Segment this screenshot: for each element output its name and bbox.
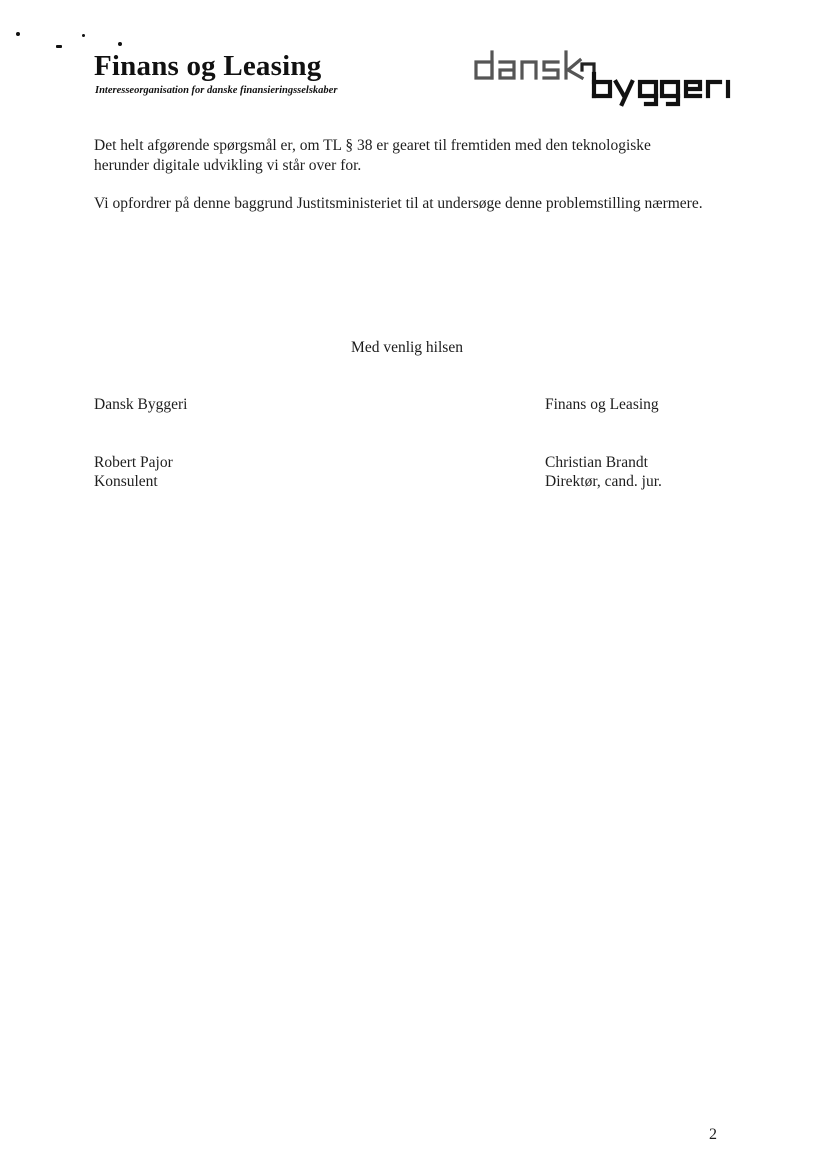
signature-right-organization: Finans og Leasing: [545, 396, 659, 413]
dansk-byggeri-logo: [470, 44, 740, 114]
body-paragraph: Det helt afgørende spørgsmål er, om TL § 38 er gearet til fremtiden med den teknologiske herunder digitale udvikling vi står over for.: [94, 137, 651, 174]
body-paragraph: Vi opfordrer på denne baggrund Justitsministeriet til at undersøge denne problemstilling nærmere.: [94, 195, 703, 212]
letterhead-subtitle: Interesseorganisation for danske finansieringsselskaber: [95, 85, 338, 96]
scan-speck: [82, 34, 85, 37]
closing-text: Med venlig hilsen: [351, 339, 463, 356]
scan-speck: [56, 45, 62, 48]
signature-left-organization: Dansk Byggeri: [94, 396, 188, 413]
signature-right-name: Christian Brandt: [545, 454, 648, 471]
letterhead-title: Finans og Leasing: [94, 50, 322, 82]
page-number: 2: [709, 1126, 717, 1143]
signature-left-name: Robert Pajor: [94, 454, 173, 471]
signature-left-title: Konsulent: [94, 473, 158, 490]
scan-speck: [118, 42, 122, 46]
closing-line: [0, 338, 828, 358]
scan-speck: [16, 32, 20, 36]
signature-right-title: Direktør, cand. jur.: [545, 473, 662, 490]
